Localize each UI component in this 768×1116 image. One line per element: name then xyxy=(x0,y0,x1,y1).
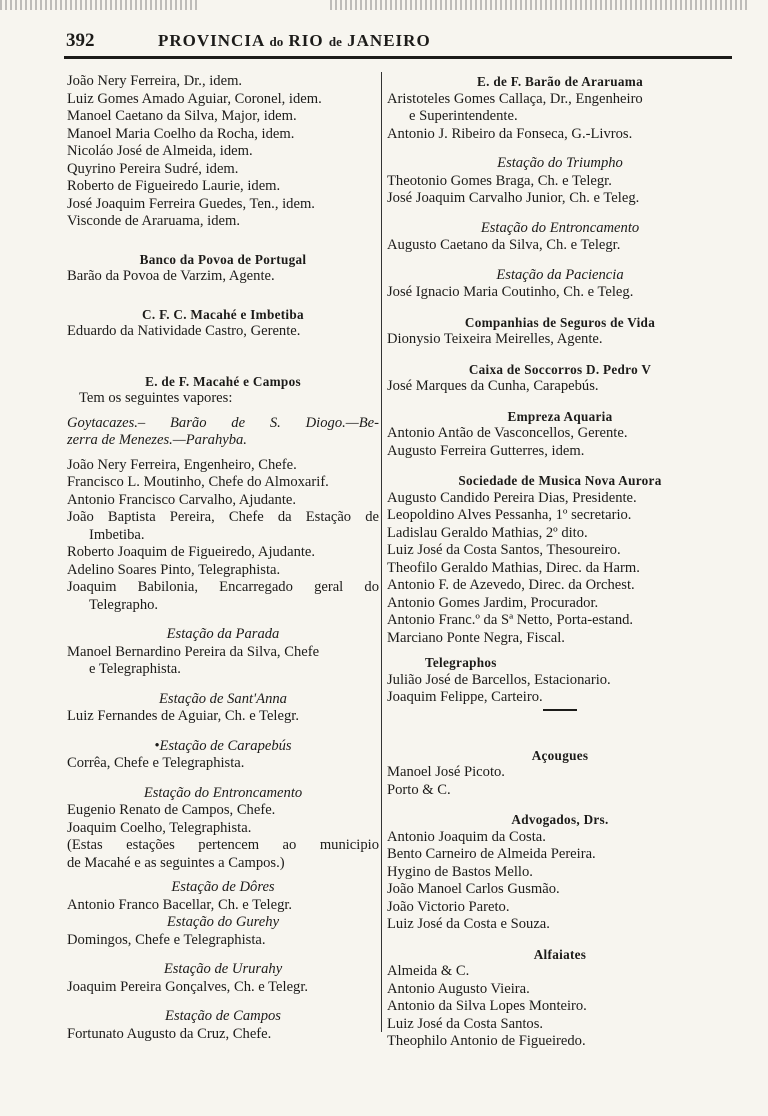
station-heading: Estação da Parada xyxy=(166,626,280,642)
list-item: Antonio Franco Bacellar, Ch. e Telegr. xyxy=(67,896,293,913)
section-heading: Telegraphos xyxy=(425,655,497,670)
list-item: Antonio J. Ribeiro da Fonseca, G.-Livros. xyxy=(387,125,633,142)
list-item: e Superintendente. xyxy=(409,108,518,124)
list-item: Luiz Gomes Amado Aguiar, Coronel, idem. xyxy=(67,90,322,107)
station-heading: Estação da Paciencia xyxy=(496,266,624,283)
station-heading: Estação de Dôres xyxy=(171,879,275,895)
list-item: Barão da Povoa de Varzim, Agente. xyxy=(67,268,275,284)
left-column xyxy=(67,73,379,1043)
section-heading: E. de F. Barão de Araruama xyxy=(477,74,643,89)
list-item: e Telegraphista. xyxy=(89,661,181,677)
list-item: Theofilo Geraldo Mathias, Direc. da Harm. xyxy=(387,559,640,576)
station-heading: Estação do Triumpho xyxy=(497,155,623,171)
list-item: Luiz José da Costa e Souza. xyxy=(387,916,550,932)
list-item: Eduardo da Natividade Castro, Gerente. xyxy=(67,323,301,339)
list-item: Fortunato Augusto da Cruz, Chefe. xyxy=(67,1025,272,1042)
section-heading: Açougues xyxy=(531,747,589,763)
list-item: Augusto Caetano da Silva, Ch. e Telegr. xyxy=(387,237,621,253)
list-item: Manoel Caetano da Silva, Major, idem. xyxy=(67,108,297,124)
list-item: Marciano Ponte Negra, Fiscal. xyxy=(387,629,565,646)
list-item: Corrêa, Chefe e Telegraphista. xyxy=(67,755,245,771)
print-bleed-marks xyxy=(0,0,200,10)
list-item: Roberto Joaquim de Figueiredo, Ajudante. xyxy=(67,544,316,560)
list-item: Antonio da Silva Lopes Monteiro. xyxy=(387,998,587,1014)
list-item: Hygino de Bastos Mello. xyxy=(387,863,533,880)
section-heading: C. F. C. Macahé e Imbetiba xyxy=(142,306,304,322)
section-heading: E. de F. Macahé e Campos xyxy=(145,373,301,389)
list-item: Visconde de Araruama, idem. xyxy=(67,213,240,229)
list-item: Leopoldino Alves Pessanha, 1º secretario. xyxy=(387,507,632,523)
section-heading: Sociedade de Musica Nova Aurora xyxy=(458,473,662,488)
right-column xyxy=(387,73,733,1051)
list-item: Joaquim Coelho, Telegraphista. xyxy=(67,819,252,836)
list-item: José Joaquim Carvalho Junior, Ch. e Teleg. xyxy=(387,190,640,206)
list-item: José Ignacio Maria Coutinho, Ch. e Teleg. xyxy=(387,284,634,300)
list-item: Nicoláo José de Almeida, idem. xyxy=(67,143,253,159)
list-item: Antonio F. de Azevedo, Direc. da Orchest. xyxy=(387,577,635,593)
list-item: Goytacazes.– Barão de S. Diogo.—Be- xyxy=(67,414,379,431)
print-bleed-marks xyxy=(330,0,750,10)
station-heading: Estação de Sant'Anna xyxy=(159,690,287,707)
list-item: João Nery Ferreira, Engenheiro, Chefe. xyxy=(67,456,297,473)
list-item: Tem os seguintes vapores: xyxy=(79,390,233,406)
section-heading: Caixa de Soccorros D. Pedro V xyxy=(468,361,652,377)
list-item: Imbetiba. xyxy=(89,526,145,543)
list-item: Joaquim Pereira Gonçalves, Ch. e Telegr. xyxy=(67,978,309,995)
list-item: Augusto Candido Pereira Dias, Presidente. xyxy=(387,489,637,506)
list-item: Julião José de Barcellos, Estacionario. xyxy=(387,671,611,688)
list-item: Antonio Antão de Vasconcellos, Gerente. xyxy=(387,425,628,441)
list-item: Theotonio Gomes Braga, Ch. e Telegr. xyxy=(387,172,612,189)
list-item: Dionysio Teixeira Meirelles, Agente. xyxy=(387,331,603,347)
list-item: Antonio Augusto Vieira. xyxy=(387,980,530,997)
section-heading: Empreza Aquaria xyxy=(507,408,613,424)
list-item: Eugenio Renato de Campos, Chefe. xyxy=(67,802,276,818)
page-header xyxy=(66,30,730,54)
list-item: João Manoel Carlos Gusmão. xyxy=(387,881,560,897)
list-item: João Baptista Pereira, Chefe da Estação de xyxy=(67,509,379,525)
page-title: PROVINCIA do RIO de JANEIRO xyxy=(158,31,431,50)
list-item: Quyrino Pereira Sudré, idem. xyxy=(67,160,239,177)
section-heading: Companhias de Seguros de Vida xyxy=(464,314,656,330)
list-item: Antonio Gomes Jardim, Procurador. xyxy=(387,594,599,611)
station-heading: •Estação de Carapebús xyxy=(154,737,292,754)
list-item: José Joaquim Ferreira Guedes, Ten., idem. xyxy=(67,195,315,212)
station-heading: Estação do Gurehy xyxy=(166,914,280,930)
list-item: Adelino Soares Pinto, Telegraphista. xyxy=(67,561,281,578)
section-heading: Alfaiates xyxy=(533,946,587,962)
list-item: Domingos, Chefe e Telegraphista. xyxy=(67,931,266,948)
list-item: Joaquim Babilonia, Encarregado geral do xyxy=(67,579,379,595)
list-item: Porto & C. xyxy=(387,781,451,798)
list-item: Joaquim Felippe, Carteiro. xyxy=(387,689,543,705)
list-item: Roberto de Figueiredo Laurie, idem. xyxy=(67,178,281,194)
section-heading: Advogados, Drs. xyxy=(511,812,609,827)
list-item: Augusto Ferreira Gutterres, idem. xyxy=(387,442,585,459)
list-item: (Estas estações pertencem ao municipio xyxy=(67,837,379,853)
list-item: Almeida & C. xyxy=(387,963,470,979)
list-item: Luiz José da Costa Santos, Thesoureiro. xyxy=(387,542,621,558)
list-item: Ladislau Geraldo Mathias, 2º dito. xyxy=(387,524,588,541)
list-item: Telegrapho. xyxy=(89,596,159,613)
list-item: Antonio Franc.º da Sª Netto, Porta-estand. xyxy=(387,612,634,628)
list-item: de Macahé e as seguintes a Campos.) xyxy=(67,854,285,871)
station-heading: Estação do Entroncamento xyxy=(143,784,303,801)
station-heading: Estação de Ururahy xyxy=(163,961,283,977)
list-item: Francisco L. Moutinho, Chefe do Almoxarif. xyxy=(67,474,329,490)
list-item: Luiz José da Costa Santos. xyxy=(387,1015,544,1032)
list-item: João Victorio Pareto. xyxy=(387,898,510,915)
list-item: zerra de Menezes.—Parahyba. xyxy=(67,432,247,448)
list-item: Antonio Joaquim da Costa. xyxy=(387,828,546,845)
section-heading: Banco da Povoa de Portugal xyxy=(139,251,307,267)
list-item: Manoel Maria Coelho da Rocha, idem. xyxy=(67,125,295,142)
list-item: Aristoteles Gomes Callaça, Dr., Engenheiro xyxy=(387,90,643,107)
column-divider xyxy=(381,72,382,1032)
list-item: João Nery Ferreira, Dr., idem. xyxy=(67,73,243,89)
list-item: Manoel José Picoto. xyxy=(387,764,505,780)
header-rule xyxy=(64,56,732,59)
list-item: Manoel Bernardino Pereira da Silva, Chefe xyxy=(67,643,320,660)
page-number: 392 xyxy=(66,30,95,51)
station-heading: Estação do Entroncamento xyxy=(480,219,640,236)
list-item: Theophilo Antonio de Figueiredo. xyxy=(387,1033,586,1049)
station-heading: Estação de Campos xyxy=(165,1008,281,1024)
list-item: Antonio Francisco Carvalho, Ajudante. xyxy=(67,491,296,508)
list-item: José Marques da Cunha, Carapebús. xyxy=(387,378,599,394)
list-item: Bento Carneiro de Almeida Pereira. xyxy=(387,846,596,862)
list-item: Luiz Fernandes de Aguiar, Ch. e Telegr. xyxy=(67,708,299,724)
